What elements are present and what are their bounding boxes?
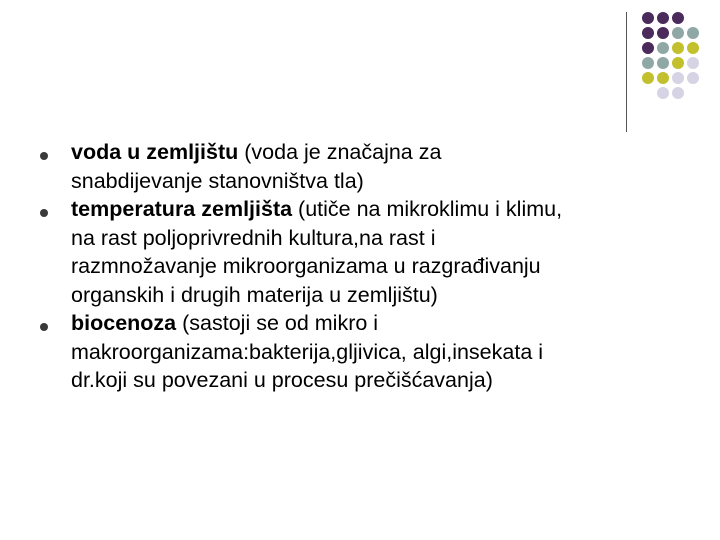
decorative-dot <box>642 42 654 54</box>
bullet-text: razmnožavanje mikroorganizama u razgrađivanju <box>71 254 541 278</box>
decorative-dot <box>672 57 684 69</box>
bullet-item-1 <box>40 138 680 195</box>
bullet-dot <box>40 152 48 160</box>
decorative-dot <box>687 42 699 54</box>
decorative-dot <box>687 57 699 69</box>
bullet-text: makroorganizama:bakterija,gljivica, algi,insekata i <box>71 339 544 364</box>
decorative-dot <box>657 27 669 39</box>
decorative-dot <box>657 12 669 24</box>
bullet-text: (sastoji se od mikro i <box>176 311 379 335</box>
bullet-term: voda u zemljištu <box>71 140 239 164</box>
decorative-dot <box>687 72 699 84</box>
bullet-text: dr.koji su povezani u procesu prečišćavanja) <box>71 368 493 392</box>
bullet-text: organskih i drugih materija u zemljištu) <box>71 282 438 307</box>
decorative-dot <box>672 87 684 99</box>
bullet-item-3 <box>40 309 680 395</box>
decorative-dot <box>642 57 654 69</box>
decorative-dot <box>672 27 684 39</box>
decorative-dot <box>642 12 654 24</box>
decorative-dot <box>687 27 699 39</box>
decorative-dot <box>657 42 669 54</box>
bullet-text: na rast poljoprivrednih kultura,na rast i <box>71 225 436 250</box>
bullet-dot <box>40 323 48 331</box>
decorative-dot <box>672 72 684 84</box>
bullet-item-2 <box>40 195 680 309</box>
bullet-text: (voda je značajna za <box>238 140 442 164</box>
decorative-dot <box>672 12 684 24</box>
decorative-dot <box>657 87 669 99</box>
decorative-dot <box>642 72 654 84</box>
bullet-text: (utiče na mikroklimu i klimu, <box>292 197 563 221</box>
decorative-dot <box>657 72 669 84</box>
decorative-dot <box>672 42 684 54</box>
bullet-list <box>40 138 680 395</box>
bullet-term: biocenoza <box>71 311 177 335</box>
decorative-dot <box>657 57 669 69</box>
dot-grid-decoration <box>620 8 720 138</box>
bullet-dot <box>40 209 48 217</box>
decorative-dot <box>642 27 654 39</box>
bullet-text: snabdijevanje stanovništva tla) <box>71 168 364 193</box>
bullet-term: temperatura zemljišta <box>71 197 293 221</box>
